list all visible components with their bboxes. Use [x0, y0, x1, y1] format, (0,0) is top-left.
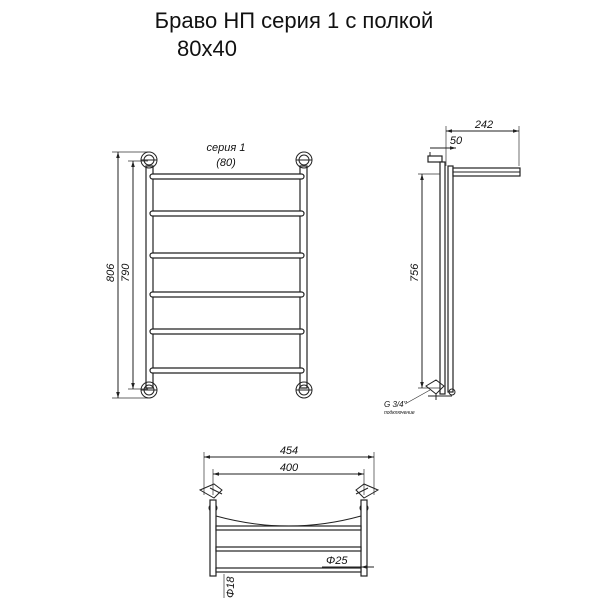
- top-left-upright: [210, 500, 216, 576]
- dim-offset-label: 50: [449, 135, 463, 147]
- drawing-title: Браво НП серия 1 с полкой: [154, 8, 434, 33]
- dim-bar-label: Φ18: [225, 576, 237, 598]
- top-bar-3: [216, 568, 361, 572]
- side-front-tube: [448, 166, 453, 392]
- dim-depth-label: 242: [474, 119, 494, 131]
- top-bar-1: [216, 526, 361, 530]
- series-label: серия 1: [206, 142, 246, 154]
- dim-side-height-label: 756: [409, 263, 421, 282]
- dim-width-label: 454: [279, 445, 299, 457]
- top-view: [200, 445, 378, 598]
- top-arc: [216, 516, 361, 526]
- rung-3: [150, 253, 304, 258]
- rung-2: [150, 211, 304, 216]
- dim-center-label: 400: [279, 462, 299, 474]
- drawing-size: 80x40: [177, 36, 237, 61]
- rung-1: [150, 174, 304, 179]
- dim-pipe-label: Φ25: [326, 555, 348, 567]
- rung-4: [150, 292, 304, 297]
- dim-outer-height-label: 806: [105, 263, 117, 282]
- front-view: [105, 142, 312, 398]
- left-upright: [146, 166, 153, 388]
- right-upright: [300, 166, 307, 388]
- top-bar-2: [216, 547, 361, 551]
- connection-sub-label: подключение: [384, 410, 415, 416]
- side-view: [384, 119, 520, 416]
- connection-label: G 3/4": [384, 400, 407, 409]
- side-back-tube: [440, 162, 445, 394]
- rung-6: [150, 368, 304, 373]
- series-sub-label: (80): [216, 157, 236, 169]
- dim-inner-height-label: 790: [120, 263, 132, 282]
- top-right-upright: [361, 500, 367, 576]
- rung-5: [150, 329, 304, 334]
- side-top-mount: [428, 156, 442, 162]
